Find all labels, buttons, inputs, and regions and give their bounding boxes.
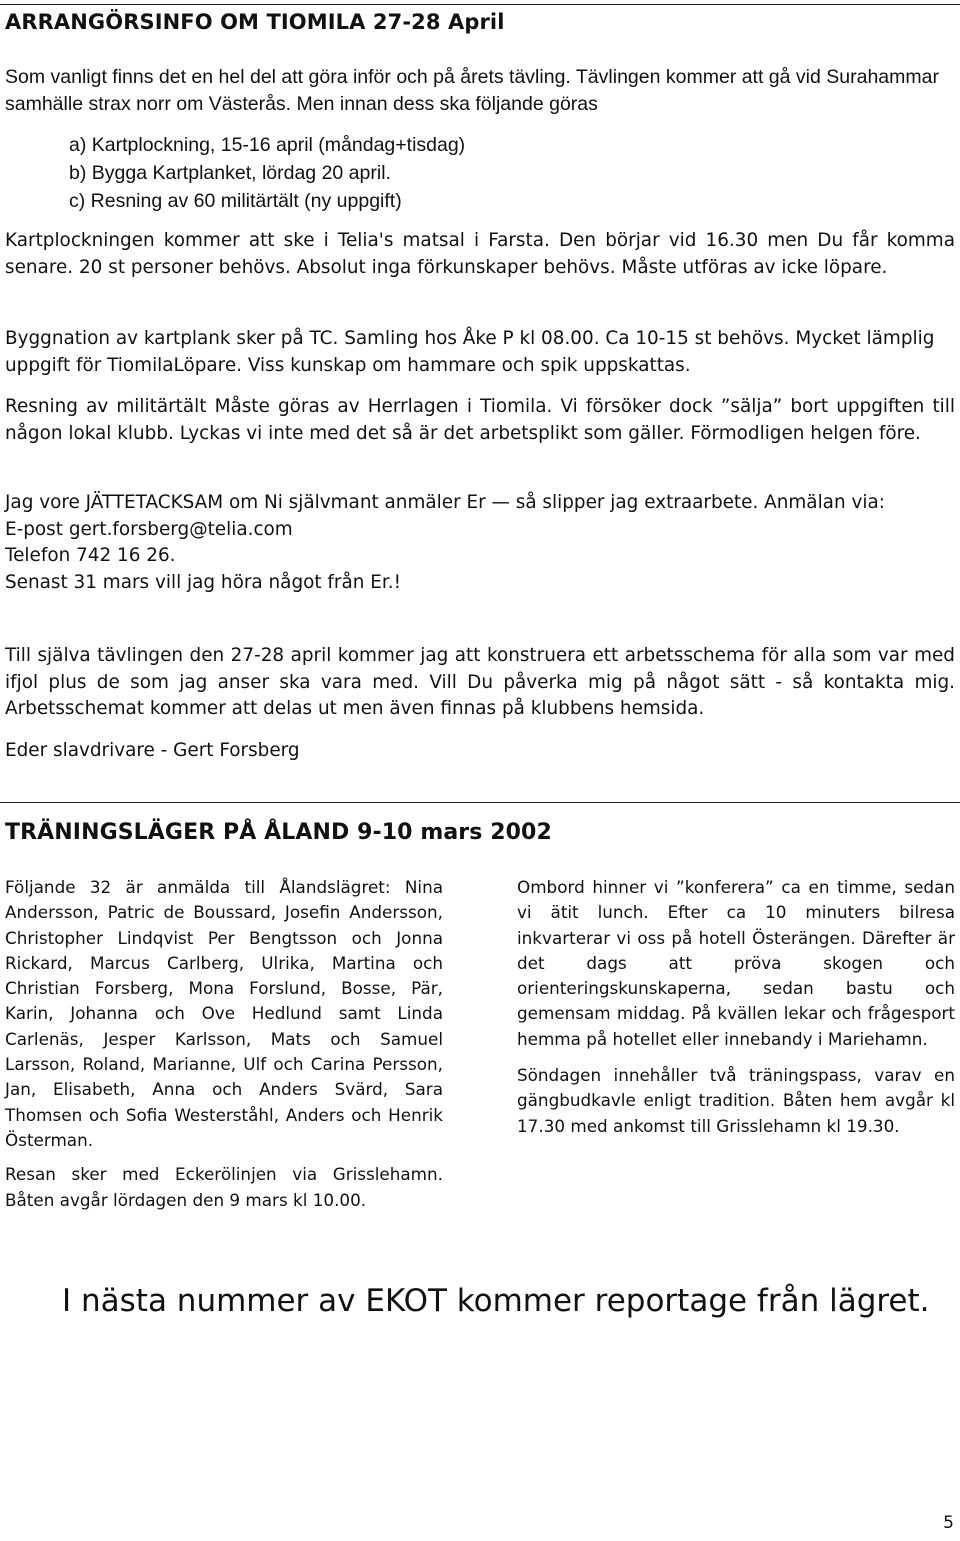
contact-block [5, 490, 955, 596]
top-rule [0, 4, 960, 5]
schema-paragraph: Till själva tävlingen den 27-28 april kommer jag att konstruera ett arbetsschema för alla som var med ifjol plus de som jag anser ska vara med. Vill Du påverka mig på något sätt - så kontakta mig. Arbetsschemat kommer att delas ut men även finnas på klubbens hemsida. [5, 645, 955, 719]
contact-request: Jag vore JÄTTETACKSAM om Ni självmant anmäler Er — så slipper jag extraarbete. Anmälan via: [5, 492, 885, 513]
traning-heading: TRÄNINGSLÄGER PÅ ÅLAND 9-10 mars 2002 [5, 820, 552, 845]
task-item: c) Resning av 60 militärtält (ny uppgift) [69, 190, 402, 212]
arrangor-intro: Som vanligt finns det en hel del att göra inför och på årets tävling. Tävlingen kommer att gå vid Surahammar samhälle strax norr om Västerås. Men innan dess ska följande göras [5, 66, 939, 115]
page-number: 5 [943, 1513, 954, 1533]
contact-phone: Telefon 742 16 26. [5, 545, 176, 566]
task-list [69, 131, 949, 215]
section-rule [0, 802, 960, 803]
kartplock-paragraph: Kartplockningen kommer att ske i Telia's matsal i Farsta. Den börjar vid 16.30 men Du får komma senare. 20 st personer behövs. Absolut inga förkunskaper behövs. Måste utföras av icke löpare. [5, 230, 955, 278]
program-paragraph: Ombord hinner vi ”konferera” ca en timme, sedan vi ätit lunch. Efter ca 10 minuters bilresa inkvarterar vi oss på hotell Österängen. Därefter är det dags att pröva skogen och orienteringskunskaperna, sedan bastu och gemensam middag. På kvällen lekar och frågesport hemma på hotellet eller innebandy i Mariehamn. [517, 877, 955, 1049]
traning-columns [0, 875, 960, 1255]
left-column [5, 875, 443, 1213]
signature: Eder slavdrivare - Gert Forsberg [5, 740, 300, 761]
task-item: a) Kartplockning, 15-16 april (måndag+tisdag) [69, 134, 466, 156]
right-column [517, 875, 955, 1139]
contact-deadline: Senast 31 mars vill jag höra något från Er.! [5, 571, 401, 593]
bygg-paragraph: Byggnation av kartplank sker på TC. Samling hos Åke P kl 08.00. Ca 10-15 st behövs. Mycket lämplig uppgift för TiomilaLöpare. Viss kunskap om hammare och spik uppskattas. [5, 328, 935, 376]
travel-paragraph: Resan sker med Eckerölinjen via Grisslehamn. Båten avgår lördagen den 9 mars kl 10.00. [5, 1164, 443, 1210]
next-issue-note: I nästa nummer av EKOT kommer reportage från lägret. [62, 1283, 930, 1319]
task-item: b) Bygga Kartplanket, lördag 20 april. [69, 162, 391, 184]
contact-email: E-post gert.forsberg@telia.com [5, 518, 293, 540]
resning-paragraph: Resning av militärtält Måste göras av Herrlagen i Tiomila. Vi försöker dock ”sälja” bort uppgiften till någon lokal klubb. Lyckas vi inte med det så är det arbetsplikt som gäller. Förmodligen helgen före. [5, 396, 955, 444]
participants-paragraph: Följande 32 är anmälda till Ålandslägret: Nina Andersson, Patric de Boussard, Josefin Andersson, Christopher Lindqvist Per Bengtsson och Jonna Rickard, Marcus Carlberg, Ulrika, Martina och Christian Forsberg, Mona Forslund, Bosse, Pär, Karin, Johanna och Ove Hedlund samt Linda Carlenäs, Jesper Karlsson, Mats och Samuel Larsson, Roland, Marianne, Ulf och Carina Persson, Jan, Elisabeth, Anna och Anders Svärd, Sara Thomsen och Sofia Westerståhl, Anders och Henrik Österman. [5, 877, 443, 1150]
arrangor-heading: ARRANGÖRSINFO OM TIOMILA 27-28 April [5, 10, 505, 34]
sunday-paragraph: Söndagen innehåller två träningspass, varav en gängbudkavle enligt tradition. Båten hem avgår kl 17.30 med ankomst till Grisslehamn kl 19.30. [517, 1065, 955, 1136]
